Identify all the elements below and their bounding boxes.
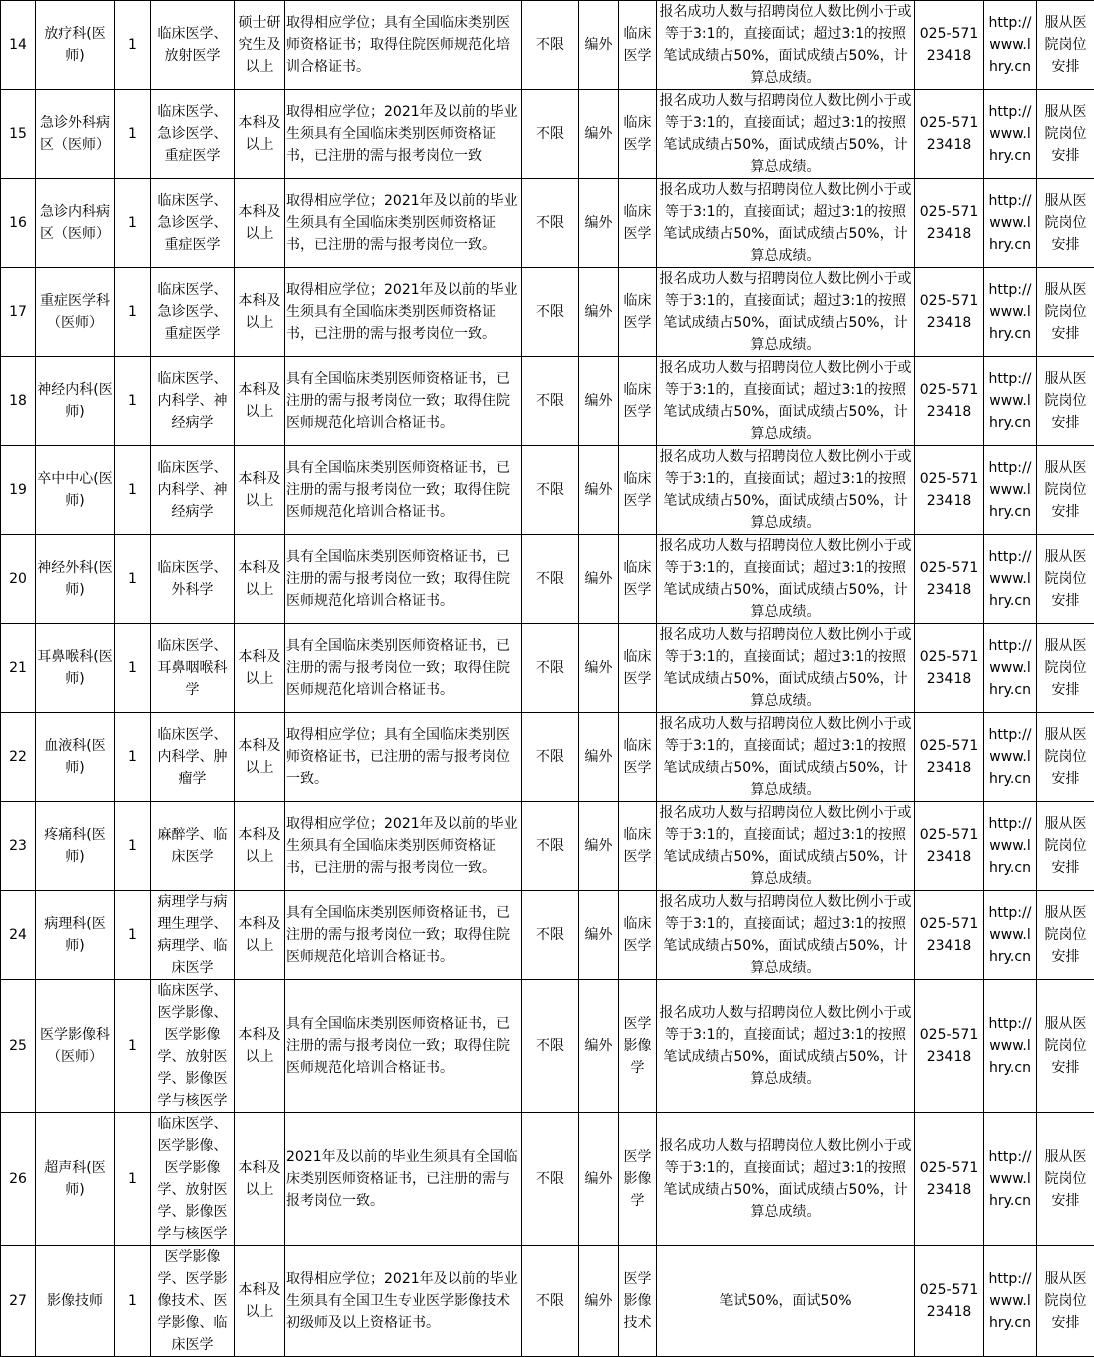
staffing-type: 编外 [579, 1246, 619, 1357]
staffing-type: 编外 [579, 980, 619, 1113]
education-requirement: 本科及以上 [235, 446, 285, 535]
staffing-type: 编外 [579, 802, 619, 891]
table-row [1, 891, 1094, 980]
remark: 服从医院岗位安排 [1037, 802, 1094, 891]
table-row [1, 446, 1094, 535]
table-row [1, 357, 1094, 446]
education-requirement: 本科及以上 [235, 357, 285, 446]
website-link[interactable]: http://www.lhry.cn [984, 357, 1037, 446]
staffing-type: 编外 [579, 1113, 619, 1246]
remark: 服从医院岗位安排 [1037, 1113, 1094, 1246]
contact-phone: 025-57123418 [915, 268, 984, 357]
post-name: 重症医学科（医师） [36, 268, 115, 357]
row-number: 18 [1, 357, 36, 446]
exam-category: 临床医学 [619, 802, 657, 891]
exam-category: 临床医学 [619, 357, 657, 446]
table-row [1, 980, 1094, 1113]
table-row [1, 179, 1094, 268]
website-link[interactable]: http://www.lhry.cn [984, 624, 1037, 713]
age-limit: 不限 [522, 802, 579, 891]
contact-phone: 025-57123418 [915, 891, 984, 980]
website-link[interactable]: http://www.lhry.cn [984, 179, 1037, 268]
hire-count: 1 [115, 1113, 151, 1246]
exam-method: 报名成功人数与招聘岗位人数比例小于或等于3:1的，直接面试；超过3:1的按照笔试成绩占50%，面试成绩占50%，计算总成绩。 [657, 535, 915, 624]
major-requirement: 医学影像学、医学影像技术、医学影像、临床医学 [151, 1246, 235, 1357]
education-requirement: 本科及以上 [235, 802, 285, 891]
row-number: 15 [1, 90, 36, 179]
age-limit: 不限 [522, 179, 579, 268]
website-link[interactable]: http://www.lhry.cn [984, 1, 1037, 90]
exam-method: 报名成功人数与招聘岗位人数比例小于或等于3:1的，直接面试；超过3:1的按照笔试成绩占50%，面试成绩占50%，计算总成绩。 [657, 1, 915, 90]
contact-phone: 025-57123418 [915, 179, 984, 268]
exam-category: 临床医学 [619, 624, 657, 713]
exam-category: 临床医学 [619, 891, 657, 980]
post-name: 疼痛科(医师) [36, 802, 115, 891]
table-row [1, 90, 1094, 179]
major-requirement: 临床医学、急诊医学、重症医学 [151, 90, 235, 179]
remark: 服从医院岗位安排 [1037, 446, 1094, 535]
exam-category: 临床医学 [619, 1, 657, 90]
contact-phone: 025-57123418 [915, 357, 984, 446]
hire-count: 1 [115, 179, 151, 268]
website-link[interactable]: http://www.lhry.cn [984, 90, 1037, 179]
other-conditions: 取得相应学位；2021年及以前的毕业生须具有全国临床类别医师资格证书，已注册的需与报考岗位一致。 [285, 802, 522, 891]
remark: 服从医院岗位安排 [1037, 1246, 1094, 1357]
remark: 服从医院岗位安排 [1037, 535, 1094, 624]
post-name: 神经外科(医师) [36, 535, 115, 624]
exam-method: 报名成功人数与招聘岗位人数比例小于或等于3:1的，直接面试；超过3:1的按照笔试成绩占50%，面试成绩占50%，计算总成绩。 [657, 624, 915, 713]
website-link[interactable]: http://www.lhry.cn [984, 446, 1037, 535]
post-name: 耳鼻喉科(医师) [36, 624, 115, 713]
age-limit: 不限 [522, 268, 579, 357]
remark: 服从医院岗位安排 [1037, 891, 1094, 980]
website-link[interactable]: http://www.lhry.cn [984, 891, 1037, 980]
exam-category: 临床医学 [619, 90, 657, 179]
exam-method: 笔试50%，面试50% [657, 1246, 915, 1357]
other-conditions: 具有全国临床类别医师资格证书，已注册的需与报考岗位一致；取得住院医师规范化培训合格证书。 [285, 357, 522, 446]
row-number: 17 [1, 268, 36, 357]
education-requirement: 本科及以上 [235, 891, 285, 980]
website-link[interactable]: http://www.lhry.cn [984, 1246, 1037, 1357]
website-link[interactable]: http://www.lhry.cn [984, 802, 1037, 891]
education-requirement: 本科及以上 [235, 980, 285, 1113]
age-limit: 不限 [522, 891, 579, 980]
contact-phone: 025-57123418 [915, 1113, 984, 1246]
age-limit: 不限 [522, 1, 579, 90]
exam-category: 医学影像技术 [619, 1246, 657, 1357]
post-name: 影像技师 [36, 1246, 115, 1357]
hire-count: 1 [115, 90, 151, 179]
education-requirement: 硕士研究生及以上 [235, 1, 285, 90]
staffing-type: 编外 [579, 90, 619, 179]
exam-method: 报名成功人数与招聘岗位人数比例小于或等于3:1的，直接面试；超过3:1的按照笔试成绩占50%，面试成绩占50%，计算总成绩。 [657, 268, 915, 357]
education-requirement: 本科及以上 [235, 90, 285, 179]
hire-count: 1 [115, 891, 151, 980]
exam-method: 报名成功人数与招聘岗位人数比例小于或等于3:1的，直接面试；超过3:1的按照笔试成绩占50%，面试成绩占50%，计算总成绩。 [657, 446, 915, 535]
table-row [1, 713, 1094, 802]
hire-count: 1 [115, 713, 151, 802]
other-conditions: 取得相应学位；具有全国临床类别医师资格证书；取得住院医师规范化培训合格证书。 [285, 1, 522, 90]
education-requirement: 本科及以上 [235, 1113, 285, 1246]
hire-count: 1 [115, 446, 151, 535]
exam-method: 报名成功人数与招聘岗位人数比例小于或等于3:1的，直接面试；超过3:1的按照笔试成绩占50%，面试成绩占50%，计算总成绩。 [657, 179, 915, 268]
other-conditions: 取得相应学位；2021年及以前的毕业生须具有全国临床类别医师资格证书，已注册的需与报考岗位一致。 [285, 179, 522, 268]
education-requirement: 本科及以上 [235, 624, 285, 713]
staffing-type: 编外 [579, 1, 619, 90]
post-name: 超声科(医师) [36, 1113, 115, 1246]
staffing-type: 编外 [579, 891, 619, 980]
major-requirement: 临床医学、内科学、神经病学 [151, 446, 235, 535]
other-conditions: 具有全国临床类别医师资格证书，已注册的需与报考岗位一致；取得住院医师规范化培训合格证书。 [285, 535, 522, 624]
other-conditions: 具有全国临床类别医师资格证书，已注册的需与报考岗位一致；取得住院医师规范化培训合格证书。 [285, 446, 522, 535]
major-requirement: 临床医学、耳鼻咽喉科学 [151, 624, 235, 713]
education-requirement: 本科及以上 [235, 268, 285, 357]
row-number: 21 [1, 624, 36, 713]
staffing-type: 编外 [579, 446, 619, 535]
hire-count: 1 [115, 357, 151, 446]
website-link[interactable]: http://www.lhry.cn [984, 980, 1037, 1113]
major-requirement: 临床医学、外科学 [151, 535, 235, 624]
other-conditions: 取得相应学位；2021年及以前的毕业生须具有全国临床类别医师资格证书，已注册的需与报考岗位一致。 [285, 268, 522, 357]
post-name: 病理科(医师) [36, 891, 115, 980]
major-requirement: 病理学与病理生理学、病理学、临床医学 [151, 891, 235, 980]
hire-count: 1 [115, 980, 151, 1113]
exam-method: 报名成功人数与招聘岗位人数比例小于或等于3:1的，直接面试；超过3:1的按照笔试成绩占50%，面试成绩占50%，计算总成绩。 [657, 1113, 915, 1246]
major-requirement: 临床医学、医学影像、医学影像学、放射医学、影像医学与核医学 [151, 1113, 235, 1246]
other-conditions: 取得相应学位；2021年及以前的毕业生须具有全国卫生专业医学影像技术初级师及以上资格证书。 [285, 1246, 522, 1357]
remark: 服从医院岗位安排 [1037, 268, 1094, 357]
age-limit: 不限 [522, 624, 579, 713]
remark: 服从医院岗位安排 [1037, 90, 1094, 179]
contact-phone: 025-57123418 [915, 624, 984, 713]
exam-method: 报名成功人数与招聘岗位人数比例小于或等于3:1的，直接面试；超过3:1的按照笔试成绩占50%，面试成绩占50%，计算总成绩。 [657, 357, 915, 446]
website-link[interactable]: http://www.lhry.cn [984, 268, 1037, 357]
contact-phone: 025-57123418 [915, 713, 984, 802]
exam-method: 报名成功人数与招聘岗位人数比例小于或等于3:1的，直接面试；超过3:1的按照笔试成绩占50%，面试成绩占50%，计算总成绩。 [657, 713, 915, 802]
remark: 服从医院岗位安排 [1037, 1, 1094, 90]
other-conditions: 具有全国临床类别医师资格证书，已注册的需与报考岗位一致；取得住院医师规范化培训合格证书。 [285, 980, 522, 1113]
remark: 服从医院岗位安排 [1037, 713, 1094, 802]
table-row [1, 1, 1094, 90]
row-number: 14 [1, 1, 36, 90]
row-number: 24 [1, 891, 36, 980]
education-requirement: 本科及以上 [235, 535, 285, 624]
staffing-type: 编外 [579, 713, 619, 802]
contact-phone: 025-57123418 [915, 1, 984, 90]
table-row [1, 268, 1094, 357]
major-requirement: 临床医学、医学影像、医学影像学、放射医学、影像医学与核医学 [151, 980, 235, 1113]
exam-category: 医学影像学 [619, 980, 657, 1113]
staffing-type: 编外 [579, 624, 619, 713]
exam-category: 临床医学 [619, 268, 657, 357]
age-limit: 不限 [522, 1246, 579, 1357]
exam-category: 临床医学 [619, 713, 657, 802]
exam-method: 报名成功人数与招聘岗位人数比例小于或等于3:1的，直接面试；超过3:1的按照笔试成绩占50%，面试成绩占50%，计算总成绩。 [657, 802, 915, 891]
post-name: 血液科(医师) [36, 713, 115, 802]
table-row [1, 535, 1094, 624]
post-name: 放疗科(医师) [36, 1, 115, 90]
other-conditions: 取得相应学位；2021年及以前的毕业生须具有全国临床类别医师资格证书，已注册的需与报考岗位一致 [285, 90, 522, 179]
hire-count: 1 [115, 802, 151, 891]
remark: 服从医院岗位安排 [1037, 179, 1094, 268]
row-number: 23 [1, 802, 36, 891]
remark: 服从医院岗位安排 [1037, 980, 1094, 1113]
staffing-type: 编外 [579, 179, 619, 268]
post-name: 急诊外科病区（医师） [36, 90, 115, 179]
age-limit: 不限 [522, 90, 579, 179]
education-requirement: 本科及以上 [235, 713, 285, 802]
table-row [1, 1113, 1094, 1246]
other-conditions: 具有全国临床类别医师资格证书，已注册的需与报考岗位一致；取得住院医师规范化培训合格证书。 [285, 891, 522, 980]
age-limit: 不限 [522, 535, 579, 624]
major-requirement: 麻醉学、临床医学 [151, 802, 235, 891]
major-requirement: 临床医学、放射医学 [151, 1, 235, 90]
contact-phone: 025-57123418 [915, 1246, 984, 1357]
exam-method: 报名成功人数与招聘岗位人数比例小于或等于3:1的，直接面试；超过3:1的按照笔试成绩占50%，面试成绩占50%，计算总成绩。 [657, 891, 915, 980]
hire-count: 1 [115, 535, 151, 624]
remark: 服从医院岗位安排 [1037, 624, 1094, 713]
remark: 服从医院岗位安排 [1037, 357, 1094, 446]
major-requirement: 临床医学、内科学、神经病学 [151, 357, 235, 446]
age-limit: 不限 [522, 713, 579, 802]
major-requirement: 临床医学、急诊医学、重症医学 [151, 268, 235, 357]
education-requirement: 本科及以上 [235, 1246, 285, 1357]
row-number: 20 [1, 535, 36, 624]
contact-phone: 025-57123418 [915, 446, 984, 535]
row-number: 25 [1, 980, 36, 1113]
age-limit: 不限 [522, 980, 579, 1113]
post-name: 急诊内科病区（医师） [36, 179, 115, 268]
staffing-type: 编外 [579, 357, 619, 446]
contact-phone: 025-57123418 [915, 980, 984, 1113]
other-conditions: 取得相应学位；具有全国临床类别医师资格证书，已注册的需与报考岗位一致。 [285, 713, 522, 802]
row-number: 27 [1, 1246, 36, 1357]
contact-phone: 025-57123418 [915, 802, 984, 891]
post-name: 卒中中心(医师) [36, 446, 115, 535]
education-requirement: 本科及以上 [235, 179, 285, 268]
website-link[interactable]: http://www.lhry.cn [984, 713, 1037, 802]
exam-category: 临床医学 [619, 535, 657, 624]
major-requirement: 临床医学、内科学、肿瘤学 [151, 713, 235, 802]
other-conditions: 2021年及以前的毕业生须具有全国临床类别医师资格证书，已注册的需与报考岗位一致。 [285, 1113, 522, 1246]
row-number: 26 [1, 1113, 36, 1246]
age-limit: 不限 [522, 1113, 579, 1246]
website-link[interactable]: http://www.lhry.cn [984, 1113, 1037, 1246]
contact-phone: 025-57123418 [915, 90, 984, 179]
staffing-type: 编外 [579, 268, 619, 357]
hire-count: 1 [115, 624, 151, 713]
contact-phone: 025-57123418 [915, 535, 984, 624]
exam-method: 报名成功人数与招聘岗位人数比例小于或等于3:1的，直接面试；超过3:1的按照笔试成绩占50%，面试成绩占50%，计算总成绩。 [657, 980, 915, 1113]
hire-count: 1 [115, 268, 151, 357]
major-requirement: 临床医学、急诊医学、重症医学 [151, 179, 235, 268]
table-row [1, 802, 1094, 891]
exam-category: 临床医学 [619, 179, 657, 268]
post-name: 神经内科(医师) [36, 357, 115, 446]
row-number: 16 [1, 179, 36, 268]
table-row [1, 1246, 1094, 1357]
row-number: 19 [1, 446, 36, 535]
post-name: 医学影像科（医师） [36, 980, 115, 1113]
hire-count: 1 [115, 1246, 151, 1357]
website-link[interactable]: http://www.lhry.cn [984, 535, 1037, 624]
staffing-type: 编外 [579, 535, 619, 624]
other-conditions: 具有全国临床类别医师资格证书，已注册的需与报考岗位一致；取得住院医师规范化培训合格证书。 [285, 624, 522, 713]
hire-count: 1 [115, 1, 151, 90]
table-row [1, 624, 1094, 713]
exam-category: 医学影像学 [619, 1113, 657, 1246]
row-number: 22 [1, 713, 36, 802]
age-limit: 不限 [522, 357, 579, 446]
exam-method: 报名成功人数与招聘岗位人数比例小于或等于3:1的，直接面试；超过3:1的按照笔试成绩占50%，面试成绩占50%，计算总成绩。 [657, 90, 915, 179]
age-limit: 不限 [522, 446, 579, 535]
exam-category: 临床医学 [619, 446, 657, 535]
